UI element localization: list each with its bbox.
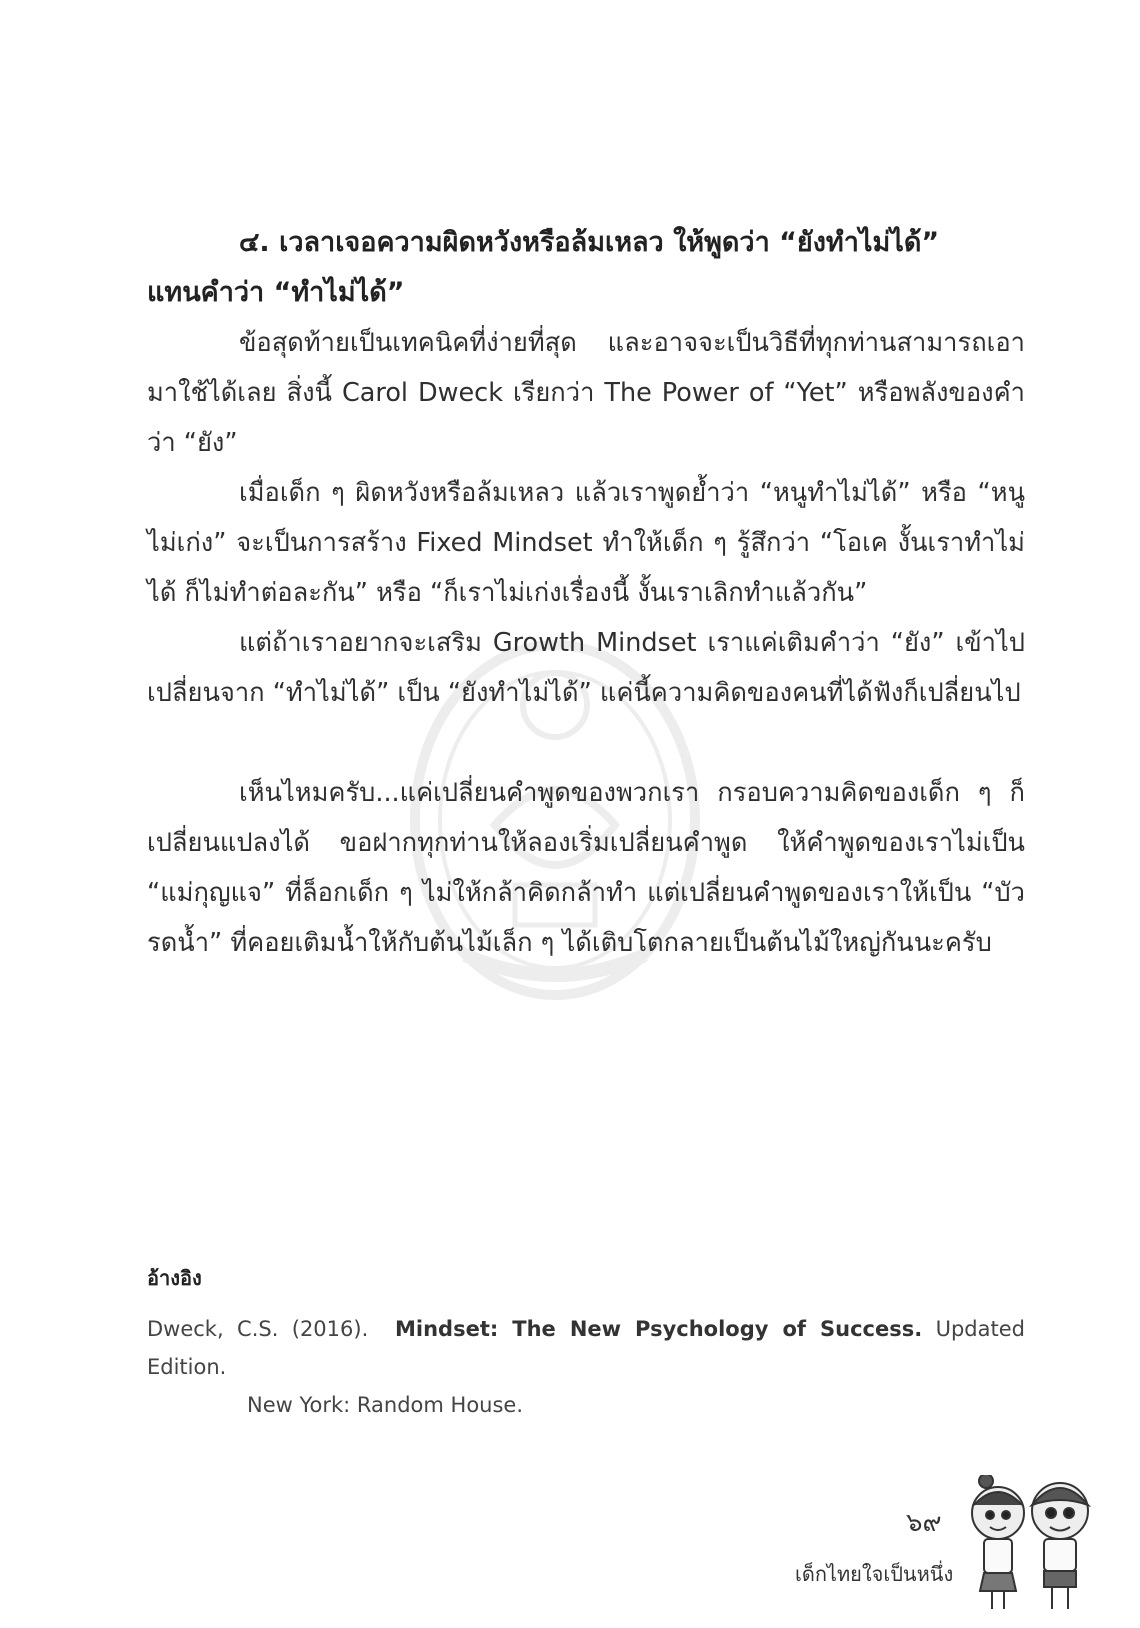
paragraph-1-text: ข้อสุดท้ายเป็นเทคนิคที่ง่ายที่สุด และอาจจะเป็นวิธีที่ทุกท่านสามารถเอามาใช้ได้เลย สิ่งนี้ Carol Dweck เรียกว่า The Power of “Yet” หรือพลังของคำว่า “ยัง” bbox=[147, 328, 1025, 458]
mascot-illustration bbox=[968, 1475, 1098, 1615]
reference-publisher: New York: Random House. bbox=[247, 1393, 524, 1417]
paragraph-2 bbox=[147, 468, 1025, 618]
main-content bbox=[147, 218, 1025, 968]
heading-line-1: ๔. เวลาเจอความผิดหวังหรือล้มเหลว ให้พูดว่า “ยังทำไม่ได้” bbox=[239, 227, 940, 258]
book-title: เด็กไทยใจเป็นหนึ่ง bbox=[795, 1562, 954, 1586]
paragraph-3-text: แต่ถ้าเราอยากจะเสริม Growth Mindset เราแค่เติมคำว่า “ยัง” เข้าไป เปลี่ยนจาก “ทำไม่ได้” เป็น “ยังทำไม่ได้” แค่นี้ความคิดของคนที่ได้ฟังก็เปลี่ยนไป bbox=[147, 628, 1025, 708]
paragraph-2-text: เมื่อเด็ก ๆ ผิดหวังหรือล้มเหลว แล้วเราพูดย้ำว่า “หนูทำไม่ได้” หรือ “หนูไม่เก่ง” จะเป็นการสร้าง Fixed Mindset ทำให้เด็ก ๆ รู้สึกว่า “โอเค งั้นเราทำไม่ได้ ก็ไม่ทำต่อละกัน” หรือ “ก็เราไม่เก่งเรื่องนี้ งั้นเราเลิกทำแล้วกัน” bbox=[147, 478, 1025, 608]
paragraph-1 bbox=[147, 318, 1025, 468]
paragraph-3 bbox=[147, 618, 1025, 718]
reference-heading: อ้างอิง bbox=[147, 1266, 202, 1290]
reference-edition: Updated Edition. bbox=[147, 1317, 1025, 1379]
paragraph-gap bbox=[147, 718, 1025, 768]
page-number: ๖๙ bbox=[906, 1508, 942, 1538]
paragraph-4 bbox=[147, 768, 1025, 968]
heading-line-2: แทนคำว่า “ทำไม่ได้” bbox=[147, 277, 405, 308]
reference-entry bbox=[147, 1310, 1025, 1424]
section-heading bbox=[147, 218, 1025, 318]
paragraph-4-text: เห็นไหมครับ...แค่เปลี่ยนคำพูดของพวกเรา กรอบความคิดของเด็ก ๆ ก็เปลี่ยนแปลงได้ ขอฝากทุกท่านให้ลองเริ่มเปลี่ยนคำพูด ให้คำพูดของเราไม่เป็น “แม่กุญแจ” ที่ล็อกเด็ก ๆ ไม่ให้กล้าคิดกล้าทำ แต่เปลี่ยนคำพูดของเราให้เป็น “บัวรดน้ำ” ที่คอยเติมน้ำให้กับต้นไม้เล็ก ๆ ได้เติบโตกลายเป็นต้นไม้ใหญ่กันนะครับ bbox=[147, 778, 1025, 958]
reference-title: Mindset: The New Psychology of Success. bbox=[395, 1317, 923, 1341]
reference-author-year: Dweck, C.S. (2016). bbox=[147, 1317, 369, 1341]
